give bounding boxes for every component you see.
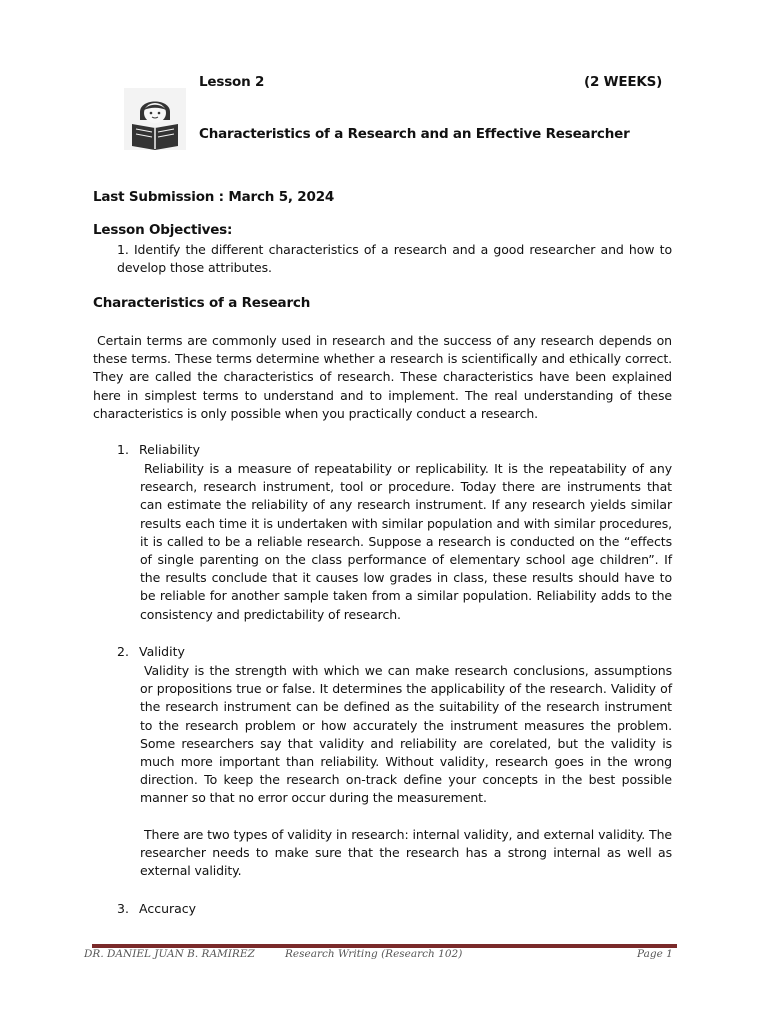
objective-text: Identify the different characteristics of a research and a good researcher and how to develop those attributes.	[117, 242, 672, 276]
lesson-title: Characteristics of a Research and an Effective Researcher	[199, 126, 630, 142]
characteristic-label: Validity	[139, 644, 185, 659]
objective-number: 1.	[117, 242, 129, 257]
characteristic-title	[117, 442, 200, 457]
lesson-label: Lesson 2	[199, 74, 265, 90]
objectives-heading: Lesson Objectives:	[93, 222, 233, 238]
reliability-paragraph: Reliability is a measure of repeatability or replicability. It is the repeatability of any research, research instrument, tool or procedure. Today there are instruments that can estimate the reliability of any research instrument. If any research yields similar results each time it is undertaken with similar population and with similar procedures, it is called to be a reliable research. Suppose a research is conducted on the “effects of single parenting on the class performance of elementary school age children”. If the results conclude that it causes low grades in class, these results should have to be reliable for another sample taken from a similar population. Reliability adds to the consistency and predictability of research.	[140, 461, 672, 622]
characteristic-label: Reliability	[139, 442, 201, 457]
characteristic-title	[117, 644, 185, 659]
characteristic-number: 2.	[117, 644, 129, 659]
intro-paragraph: Certain terms are commonly used in research and the success of any research depends on these terms. These terms determine whether a research is scientifically and ethically correct. They are called the characteristics of research. These characteristics have been explained here in simplest terms to understand and to implement. The real understanding of these characteristics is only possible when you practically conduct a research.	[93, 333, 672, 421]
characteristic-number: 3.	[117, 901, 129, 916]
footer-author: DR. DANIEL JUAN B. RAMIREZ	[84, 948, 255, 960]
lesson-duration: (2 WEEKS)	[584, 74, 663, 90]
reading-student-icon	[124, 88, 186, 150]
footer-course: Research Writing (Research 102)	[285, 948, 463, 960]
section-heading: Characteristics of a Research	[93, 295, 311, 311]
characteristic-title	[117, 901, 196, 916]
characteristic-number: 1.	[117, 442, 129, 457]
validity-paragraph: Validity is the strength with which we can make research conclusions, assumptions or propositions true or false. It determines the applicability of the research. Validity of the research instrument can be defined as the suitability of the research instrument to the research problem or how accurately the instrument measures the problem. Some researchers say that validity and reliability are corelated, but the validity is much more important than reliability. Without validity, research goes in the wrong direction. To keep the research on-track define your concepts in the best possible manner so that no error occur during the measurement.	[140, 663, 672, 806]
validity-types-paragraph: There are two types of validity in research: internal validity, and external validity. The researcher needs to make sure that the research has a strong internal as well as external validity.	[140, 827, 672, 879]
objective-item	[117, 241, 672, 277]
characteristic-label: Accuracy	[139, 901, 197, 916]
footer-page: Page 1	[637, 948, 673, 960]
last-submission: Last Submission : March 5, 2024	[93, 189, 335, 205]
